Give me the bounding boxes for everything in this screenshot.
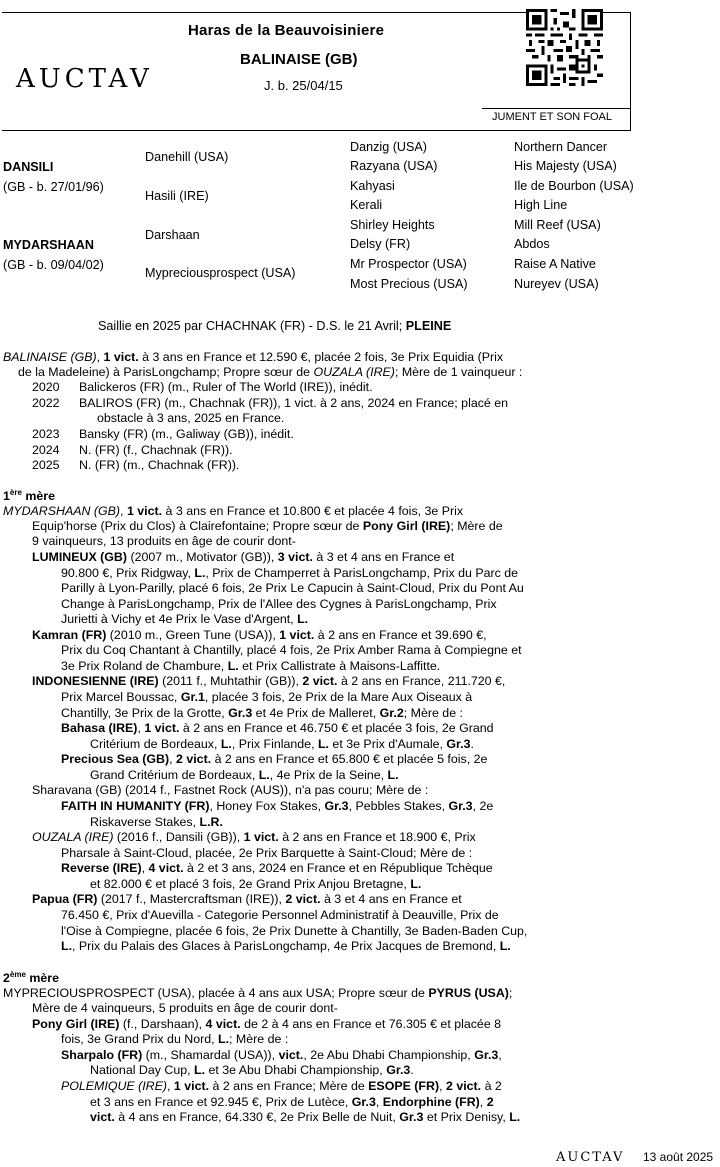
first-dam-line: Kamran (FR) (2010 m., Green Tune (USA)), 1 vict. à 2 ans en France et 39.690 €, [32, 628, 487, 642]
horse-name: BALINAISE (GB) [240, 51, 358, 68]
first-dam-line: LUMINEUX (GB) (2007 m., Motivator (GB)), 3 vict. à 3 et 4 ans en France et [32, 550, 455, 564]
first-dam-line: Riskaverse Stakes, L.R. [90, 815, 223, 829]
pedigree-gen3: Kerali [350, 198, 383, 212]
pedigree-gen3: Razyana (USA) [350, 159, 438, 173]
header-tag-divider [482, 108, 630, 109]
covering-text: Saillie en 2025 par CHACHNAK (FR) - D.S. le 21 Avril; [98, 319, 406, 333]
second-dam-line: Pony Girl (IRE) (f., Darshaan), 4 vict. de 2 à 4 ans en France et 76.305 € et placée 8 [32, 1017, 502, 1031]
covering-status: PLEINE [405, 319, 452, 333]
second-dam-line: MYPRECIOUSPROSPECT (USA), placée à 4 ans aux USA; Propre sœur de PYRUS (USA); [3, 986, 513, 1000]
produce-year: 2022 [32, 396, 60, 410]
first-dam-line: Parilly à Lyon-Parilly, placé 6 fois, 2e Prix Le Capucin à Saint-Cloud, Prix du Pont Au [61, 581, 524, 595]
produce-year: 2024 [32, 443, 60, 457]
second-dam-line: vict. à 4 ans en France, 64.330 €, 2e Prix Belle de Nuit, Gr.3 et Prix Denisy, L. [90, 1110, 521, 1124]
produce-item: N. (FR) (m., Chachnak (FR)). [79, 458, 240, 472]
first-dam-line: Papua (FR) (2017 f., Mastercraftsman (IRE)), 2 vict. à 3 et 4 ans en France et [32, 892, 462, 906]
produce-item: Balickeros (FR) (m., Ruler of The World (IRE)), inédit. [79, 380, 373, 394]
second-dam-line: National Day Cup, L. et 3e Abu Dhabi Championship, Gr.3. [90, 1063, 414, 1077]
pedigree-gen3: Danzig (USA) [350, 140, 427, 154]
pedigree-dam: MYDARSHAAN [3, 238, 94, 252]
pedigree-gen3: Shirley Heights [350, 218, 435, 232]
section-first-dam: 1ère mère [3, 488, 55, 504]
first-dam-line: INDONESIENNE (IRE) (2011 f., Muhtathir (GB)), 2 vict. à 2 ans en France, 211.720 €, [32, 674, 506, 688]
first-dam-line: Sharavana (GB) (2014 f., Fastnet Rock (AUS)), n'a pas couru; Mère de : [32, 783, 429, 797]
pedigree-dam-info: (GB - b. 09/04/02) [3, 258, 104, 272]
pedigree-gen4: Nureyev (USA) [514, 277, 599, 291]
covering-info [98, 319, 451, 333]
produce-year: 2020 [32, 380, 60, 394]
mare-summary: BALINAISE (GB), 1 vict. à 3 ans en France et 12.590 €, placée 2 fois, 3e Prix Equidia (Prix [3, 350, 504, 364]
brand-logo: AUCTAV [16, 64, 153, 94]
first-dam-line: Precious Sea (GB), 2 vict. à 2 ans en France et 65.800 € et placée 5 fois, 2e [61, 752, 488, 766]
second-dam-line: Mère de 4 vainqueurs, 5 produits en âge de courir dont- [32, 1001, 338, 1015]
first-dam-line: MYDARSHAAN (GB), 1 vict. à 3 ans en France et 10.800 € et placée 4 fois, 3e Prix [3, 504, 464, 518]
second-dam-line: fois, 3e Grand Prix du Nord, L.; Mère de : [61, 1032, 289, 1046]
first-dam-line: Prix Marcel Boussac, Gr.1, placée 3 fois, 2e Prix de la Mare Aux Oiseaux à [61, 690, 473, 704]
first-dam-line: Chantilly, 3e Prix de la Grotte, Gr.3 et 4e Prix de Malleret, Gr.2; Mère de : [61, 706, 463, 720]
footer-date: 13 août 2025 [643, 1150, 714, 1164]
mare-summary-line: de la Madeleine) à ParisLongchamp; Propre sœur de OUZALA (IRE); Mère de 1 vainqueur : [18, 365, 523, 379]
produce-year: 2025 [32, 458, 60, 472]
produce-item: Bansky (FR) (m., Galiway (GB)), inédit. [79, 427, 294, 441]
first-dam-line: 3e Prix Roland de Chambure, L. et Prix Callistrate à Maisons-Laffitte. [61, 659, 441, 673]
first-dam-line: Bahasa (IRE), 1 vict. à 2 ans en France et 46.750 € et placée 3 fois, 2e Grand [61, 721, 494, 735]
first-dam-line: 76.450 €, Prix d'Auevilla - Categorie Personnel Administratif à Deauville, Prix de [61, 908, 499, 922]
first-dam-line: Grand Critérium de Bordeaux, L., 4e Prix de la Seine, L. [90, 768, 399, 782]
first-dam-line: et 82.000 € et placé 3 fois, 2e Grand Prix Anjou Bretagne, L. [90, 877, 422, 891]
first-dam-line: FAITH IN HUMANITY (FR), Honey Fox Stakes, Gr.3, Pebbles Stakes, Gr.3, 2e [61, 799, 494, 813]
produce-item: N. (FR) (f., Chachnak (FR)). [79, 443, 233, 457]
pedigree-gen4: High Line [514, 198, 568, 212]
produce-item: obstacle à 3 ans, 2025 en France. [97, 411, 285, 425]
pedigree-gen3: Most Precious (USA) [350, 277, 468, 291]
first-dam-line: 90.800 €, Prix Ridgway, L., Prix de Champerret à ParisLongchamp, Prix du Parc de [61, 566, 519, 580]
first-dam-line: Critérium de Bordeaux, L., Prix Finlande, L. et 3e Prix d'Aumale, Gr.3. [90, 737, 474, 751]
first-dam-line: Reverse (IRE), 4 vict. à 2 et 3 ans, 2024 en France et en République Tchèque [61, 861, 493, 875]
pedigree-gen2: Mypreciousprospect (USA) [145, 266, 296, 280]
horse-info: J. b. 25/04/15 [264, 78, 343, 93]
pedigree-gen3: Delsy (FR) [350, 237, 411, 251]
page-title: Haras de la Beauvoisiniere [188, 22, 385, 39]
pedigree-gen3: Mr Prospector (USA) [350, 257, 467, 271]
second-dam-line: Sharpalo (FR) (m., Shamardal (USA)), vict., 2e Abu Dhabi Championship, Gr.3, [61, 1048, 502, 1062]
second-dam-line: POLEMIQUE (IRE), 1 vict. à 2 ans en France; Mère de ESOPE (FR), 2 vict. à 2 [61, 1079, 502, 1093]
lot-category-tag: JUMENT ET SON FOAL [492, 111, 613, 123]
first-dam-line: 9 vainqueurs, 13 produits en âge de courir dont- [32, 534, 296, 548]
first-dam-line: Pharsale à Saint-Cloud, placée, 2e Prix Barquette à Saint-Cloud; Mère de : [61, 846, 473, 860]
pedigree-gen2: Darshaan [145, 228, 200, 242]
first-dam-line: l'Oise à Compiegne, placée 6 fois, 2e Prix Dunette à Chantilly, 3e Baden-Baden Cup, [61, 924, 528, 938]
pedigree-gen4: Abdos [514, 237, 550, 251]
first-dam-line: L., Prix du Palais des Glaces à ParisLongchamp, 4e Prix Jacques de Bremond, L. [61, 939, 511, 953]
first-dam-line: Change à ParisLongchamp, Prix de l'Allee des Cygnes à ParisLongchamp, Prix [61, 597, 497, 611]
produce-year: 2023 [32, 427, 60, 441]
pedigree-gen4: Mill Reef (USA) [514, 218, 601, 232]
second-dam-line: et 3 ans en France et 92.945 €, Prix de Lutèce, Gr.3, Endorphine (FR), 2 [90, 1095, 494, 1109]
first-dam-line: Jurietti à Vichy et 4e Prix le Vase d'Argent, L. [61, 612, 309, 626]
pedigree-sire-info: (GB - b. 27/01/96) [3, 180, 104, 194]
section-second-dam: 2ème mère [3, 970, 59, 986]
footer-brand-logo: AUCTAV [556, 1150, 625, 1165]
pedigree-gen4: His Majesty (USA) [514, 159, 617, 173]
pedigree-gen2: Hasili (IRE) [145, 189, 209, 203]
pedigree-gen4: Northern Dancer [514, 140, 608, 154]
first-dam-line: OUZALA (IRE) (2016 f., Dansili (GB)), 1 vict. à 2 ans en France et 18.900 €, Prix [32, 830, 476, 844]
pedigree-gen4: Ile de Bourbon (USA) [514, 179, 634, 193]
pedigree-sire: DANSILI [3, 160, 54, 174]
first-dam-line: Prix du Coq Chantant à Chantilly, placé 4 fois, 2e Prix Amber Rama à Compiegne et [61, 643, 522, 657]
qr-code-icon[interactable] [526, 9, 603, 86]
first-dam-line: Equip'horse (Prix du Clos) à Clairefontaine; Propre sœur de Pony Girl (IRE); Mère de [32, 519, 503, 533]
pedigree-gen4: Raise A Native [514, 257, 596, 271]
pedigree-gen3: Kahyasi [350, 179, 395, 193]
produce-item: BALIROS (FR) (m., Chachnak (FR)), 1 vict. à 2 ans, 2024 en France; placé en [79, 396, 509, 410]
pedigree-gen2: Danehill (USA) [145, 150, 229, 164]
